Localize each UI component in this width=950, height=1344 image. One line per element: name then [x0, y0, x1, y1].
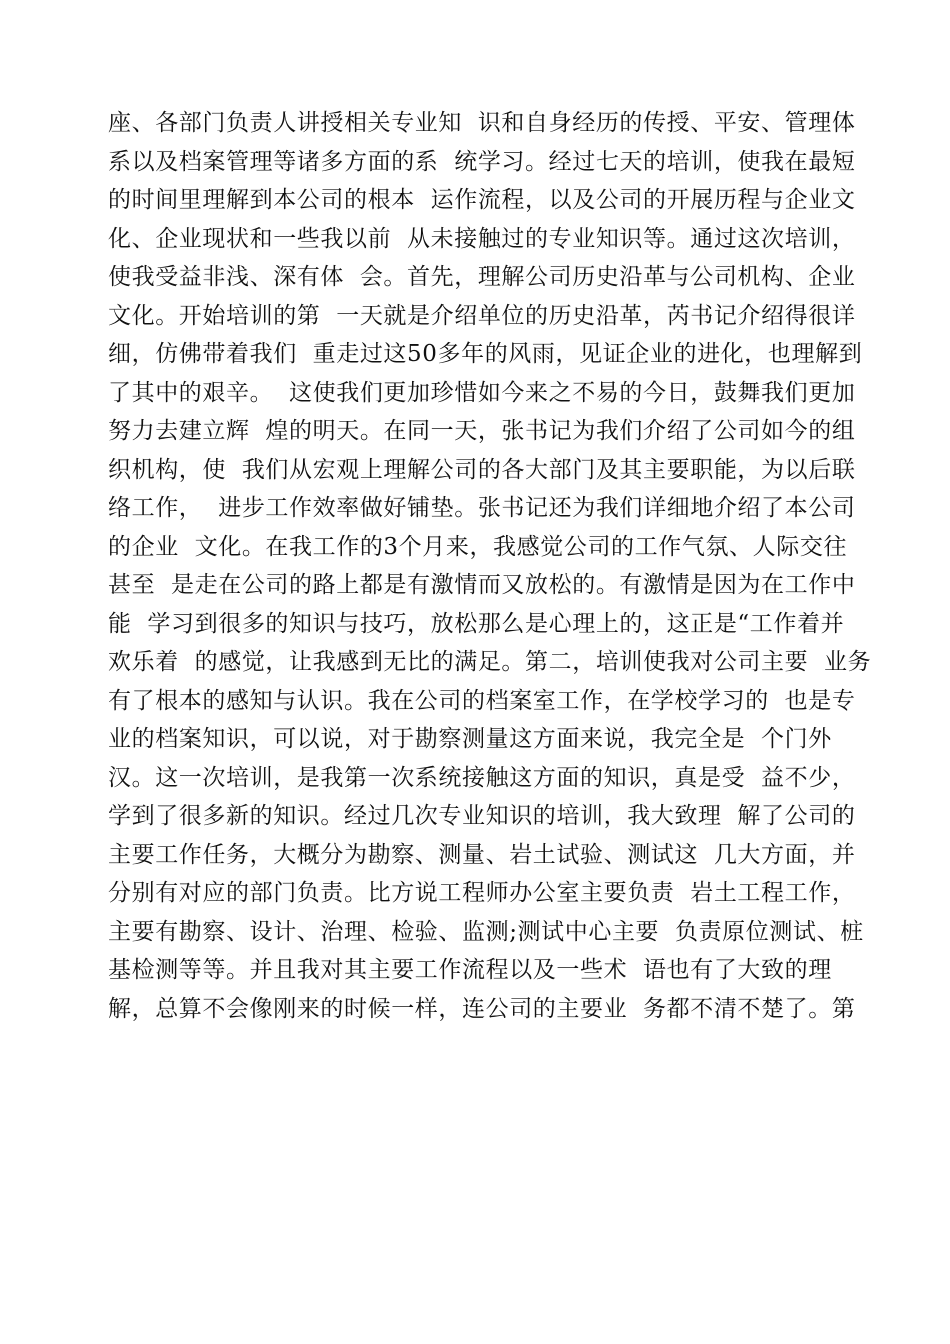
- text-line: 的企业 文化。在我工作的3个月来，我感觉公司的工作气氛、人际交往: [108, 533, 848, 560]
- text-line: 汉。这一次培训，是我第一次系统接触这方面的知识，真是受 益不少，: [108, 764, 856, 791]
- text-line: 分别有对应的部门负责。比方说工程师办公室主要负责 岩土工程工作，: [108, 880, 856, 906]
- text-line: 细，仿佛带着我们 重走过这50多年的风雨，见证企业的进化，也理解到: [108, 341, 863, 367]
- text-line: 主要有勘察、设计、治理、检验、监测;测试中心主要 负责原位测试、桩: [108, 918, 864, 945]
- body-text: [108, 104, 872, 1028]
- text-line: 座、各部门负责人讲授相关专业知 识和自身经历的传授、平安、管理体: [108, 110, 856, 136]
- text-line: 解，总算不会像刚来的时候一样，连公司的主要业 务都不清不楚了。第: [108, 995, 856, 1022]
- text-line: 织机构，使 我们从宏观上理解公司的各大部门及其主要职能，为以后联: [108, 456, 856, 483]
- text-line: 欢乐着 的感觉，让我感到无比的满足。第二，培训使我对公司主要 业务: [108, 649, 872, 675]
- text-line: 有了根本的感知与认识。我在公司的档案室工作，在学校学习的 也是专: [108, 687, 856, 714]
- text-line: 业的档案知识，可以说，对于勘察测量这方面来说，我完全是 个门外: [108, 726, 832, 752]
- text-line: 甚至 是走在公司的路上都是有激情而又放松的。有激情是因为在工作中: [108, 572, 856, 598]
- text-line: 努力去建立辉 煌的明天。在同一天，张书记为我们介绍了公司如今的组: [108, 418, 856, 444]
- text-line: 文化。开始培训的第 一天就是介绍单位的历史沿革，芮书记介绍得很详: [108, 302, 856, 329]
- text-line: 系以及档案管理等诸多方面的系 统学习。经过七天的培训，使我在最短: [108, 148, 856, 175]
- text-line: 了其中的艰辛。 这使我们更加珍惜如今来之不易的今日，鼓舞我们更加: [108, 379, 856, 406]
- text-line: 学到了很多新的知识。经过几次专业知识的培训，我大致理 解了公司的: [108, 803, 856, 829]
- text-line: 的时间里理解到本公司的根本 运作流程，以及公司的开展历程与企业文: [108, 187, 856, 213]
- text-line: 使我受益非浅、深有体 会。首先，理解公司历史沿革与公司机构、企业: [108, 264, 856, 290]
- text-line: 络工作， 进步工作效率做好铺垫。张书记还为我们详细地介绍了本公司: [108, 495, 856, 521]
- text-line: 化、企业现状和一些我以前 从未接触过的专业知识等。通过这次培训，: [108, 225, 856, 252]
- text-line: 主要工作任务，大概分为勘察、测量、岩土试验、测试这 几大方面，并: [108, 841, 856, 868]
- text-line: 能 学习到很多的知识与技巧，放松那么是心理上的，这正是“工作着并: [108, 610, 845, 637]
- text-line: 基检测等等。并且我对其主要工作流程以及一些术 语也有了大致的理: [108, 957, 832, 983]
